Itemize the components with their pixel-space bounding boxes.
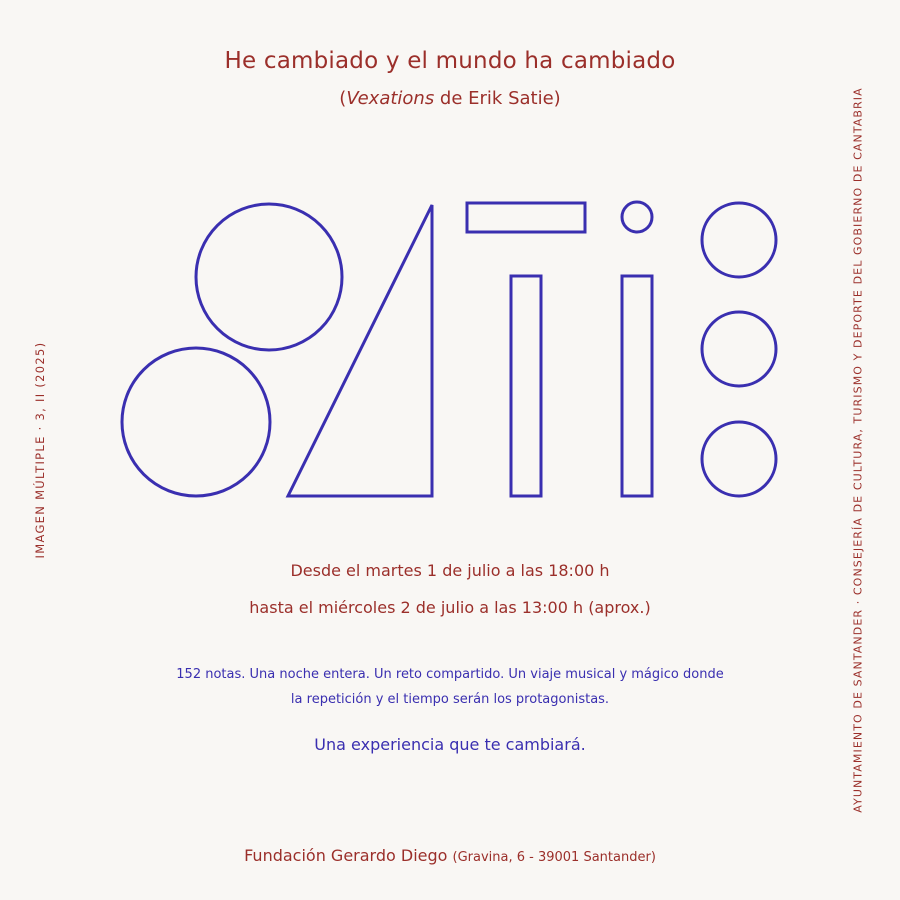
side-label-left: IMAGEN MÚLTIPLE · 3, II (2025): [33, 341, 47, 559]
subtitle-open: (: [339, 88, 347, 109]
t-crossbar: [467, 203, 585, 232]
e-top-circle: [702, 203, 776, 277]
page-title: He cambiado y el mundo ha cambiado: [224, 48, 676, 74]
description-line-2: la repetición y el tiempo serán los protagonistas.: [290, 692, 610, 707]
schedule-end: hasta el miércoles 2 de julio a las 13:00 h (aprox.): [249, 598, 651, 617]
description-line-1: 152 notas. Una noche entera. Un reto compartido. Un viaje musical y mágico donde: [176, 667, 724, 682]
s-lower-circle: [122, 348, 270, 496]
s-upper-circle: [196, 204, 342, 350]
e-middle-circle: [702, 312, 776, 386]
tagline: Una experiencia que te cambiará.: [314, 735, 586, 754]
t-stem: [511, 276, 541, 496]
i-stem: [622, 276, 652, 496]
venue: [0, 846, 900, 865]
e-bottom-circle: [702, 422, 776, 496]
subtitle-rest: de Erik Satie): [434, 88, 561, 109]
side-label-right: AYUNTAMIENTO DE SANTANDER · CONSEJERÍA DE CULTURA, TURISMO Y DEPORTE DEL GOBIERNO DE CANTABRIA: [851, 87, 865, 813]
a-triangle: [288, 205, 432, 496]
i-dot: [622, 202, 652, 232]
schedule-start: Desde el martes 1 de julio a las 18:00 h: [290, 561, 610, 580]
venue-name: Fundación Gerardo Diego: [244, 846, 453, 865]
venue-address: (Gravina, 6 - 39001 Santander): [452, 850, 656, 865]
subtitle-work: Vexations: [346, 88, 435, 109]
